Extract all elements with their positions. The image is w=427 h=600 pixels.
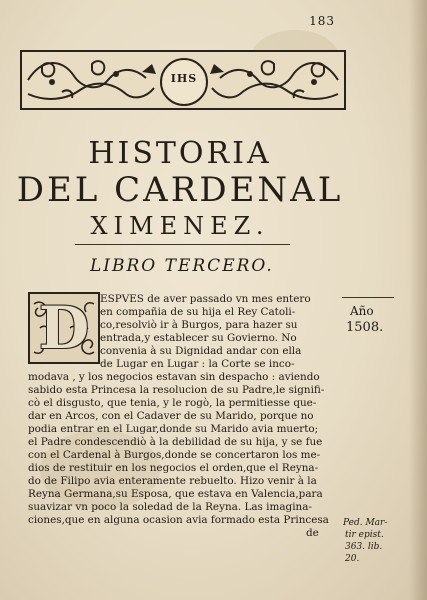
title-line-3: XIMENEZ. (90, 212, 270, 240)
margin-reference-line: tir epist. (345, 530, 384, 540)
title-line-1: HISTORIA (88, 136, 272, 171)
body-line: dios de restituir en los negocios el orden,que el Reyna- (28, 462, 319, 474)
title-line-2: DEL CARDENAL (16, 170, 344, 210)
title-rule (75, 244, 290, 245)
body-line: el Padre condescendiò à la debilidad de su hija, y se fue (28, 436, 323, 448)
body-line: entrada,y establecer su Govierno. No (100, 332, 297, 344)
body-line: ESPVES de aver passado vn mes entero (100, 293, 311, 305)
body-line: sabido esta Princesa la resolucion de su Padre,le signifi- (28, 384, 325, 396)
body-line: en compañia de su hija el Rey Catoli- (100, 306, 296, 318)
ornamental-headpiece (20, 50, 346, 110)
decorated-initial (28, 292, 100, 364)
body-line: Reyna Germana,su Esposa, que estava en Valencia,para (28, 488, 323, 500)
book-heading: LIBRO TERCERO. (90, 256, 274, 276)
body-line: ciones,que en alguna ocasion avia formado esta Princesa (28, 514, 329, 526)
margin-reference-line: 363. lib. (345, 542, 383, 552)
body-line: dar en Arcos, con el Cadaver de su Marido, porque no (28, 410, 314, 422)
catchword: de (306, 527, 319, 539)
body-line: co,resolviò ir à Burgos, para hazer su (100, 319, 298, 331)
body-line: de Lugar en Lugar : la Corte se inco- (100, 358, 295, 370)
page-edge-shadow (409, 0, 427, 600)
margin-year: 1508. (346, 320, 384, 335)
margin-reference-line: 20. (345, 554, 360, 564)
body-line: convenia à su Dignidad andar con ella (100, 345, 302, 357)
margin-rule (342, 297, 394, 298)
margin-reference-line: Ped. Mar- (343, 518, 388, 528)
initial-letter: D (38, 294, 90, 362)
page-number: 183 (309, 14, 335, 28)
body-line: con el Cardenal à Burgos,donde se concertaron los me- (28, 449, 321, 461)
body-line: cò el disgusto, que tenia, y le rogò, la permitiesse que- (28, 397, 317, 409)
body-line: do de Filipo avia enteramente rebuelto. Hizo venir à la (28, 475, 317, 487)
emblem-monogram: IHS (170, 72, 198, 85)
ihs-emblem (160, 58, 208, 106)
body-line: suavizar vn poco la soledad de la Reyna. Las imagina- (28, 501, 312, 513)
body-line: modava , y los negocios estavan sin despacho : aviendo (28, 371, 320, 383)
body-line: podia entrar en el Lugar,donde su Marido avia muerto; (28, 423, 319, 435)
margin-year-label: Año (350, 304, 374, 318)
